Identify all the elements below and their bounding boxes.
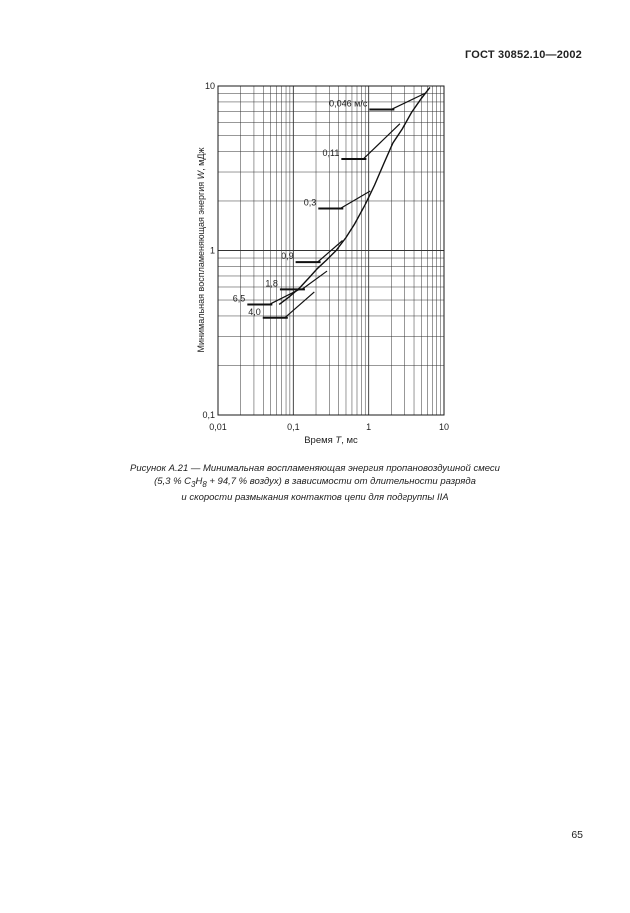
caption-line-2-part-a: (5,3 % C	[154, 476, 192, 487]
caption-subscript-c: 3	[191, 479, 196, 489]
y-axis-label-unit: , мДж	[196, 147, 206, 171]
speed-curve-segment	[269, 289, 299, 304]
speed-label: 0,11	[322, 147, 340, 158]
speed-label: 0,3	[303, 197, 317, 208]
chart-series-labels	[233, 98, 395, 317]
caption-line-2-part-c: + 94,7 % воздух) в зависимости от длительности разряда	[206, 476, 476, 487]
speed-curve-segment	[285, 292, 315, 318]
y-tick-label: 10	[204, 81, 215, 91]
x-tick-label: 0,01	[209, 422, 227, 432]
caption-line-3: и скорости размыкания контактов цепи для подгруппы IIA	[181, 491, 449, 503]
x-axis-label	[304, 435, 358, 446]
caption-line-2	[100, 475, 530, 491]
y-axis-label-variable: W	[196, 170, 206, 180]
page-number: 65	[571, 829, 583, 841]
x-tick-label: 1	[366, 422, 372, 432]
speed-label: 0,046 м/с	[329, 98, 368, 109]
speed-label: 4,0	[248, 306, 261, 317]
speed-label: 1,8	[265, 278, 278, 289]
y-axis-label-prefix: Минимальная воспламеняющая энергия	[196, 179, 206, 353]
caption-line-1: Рисунок А.21 — Минимальная воспламеняющая энергия пропановоздушной смеси	[130, 463, 500, 474]
chart-tick-labels	[202, 81, 449, 432]
x-tick-label: 10	[438, 422, 450, 432]
x-axis-label-prefix: Время	[304, 435, 336, 446]
caption-subscript-h: 8	[202, 479, 207, 489]
speed-curve-segment	[302, 271, 327, 289]
caption-line-2-part-b: H	[195, 476, 203, 487]
y-tick-label: 1	[209, 245, 215, 256]
speed-curve-segment	[391, 93, 426, 110]
speed-curve-segment	[340, 191, 370, 209]
envelope-curve	[279, 87, 430, 304]
document-code: ГОСТ 30852.10—2002	[464, 49, 582, 61]
y-axis-label	[196, 148, 206, 353]
x-tick-label: 0,1	[287, 422, 300, 432]
x-axis-label-unit: , мс	[341, 435, 358, 446]
speed-label: 0,9	[281, 251, 294, 262]
speed-label: 6,5	[232, 293, 246, 304]
figure-caption	[100, 462, 530, 504]
y-tick-label: 0,1	[202, 410, 215, 420]
x-axis-label-variable: T	[335, 435, 342, 446]
